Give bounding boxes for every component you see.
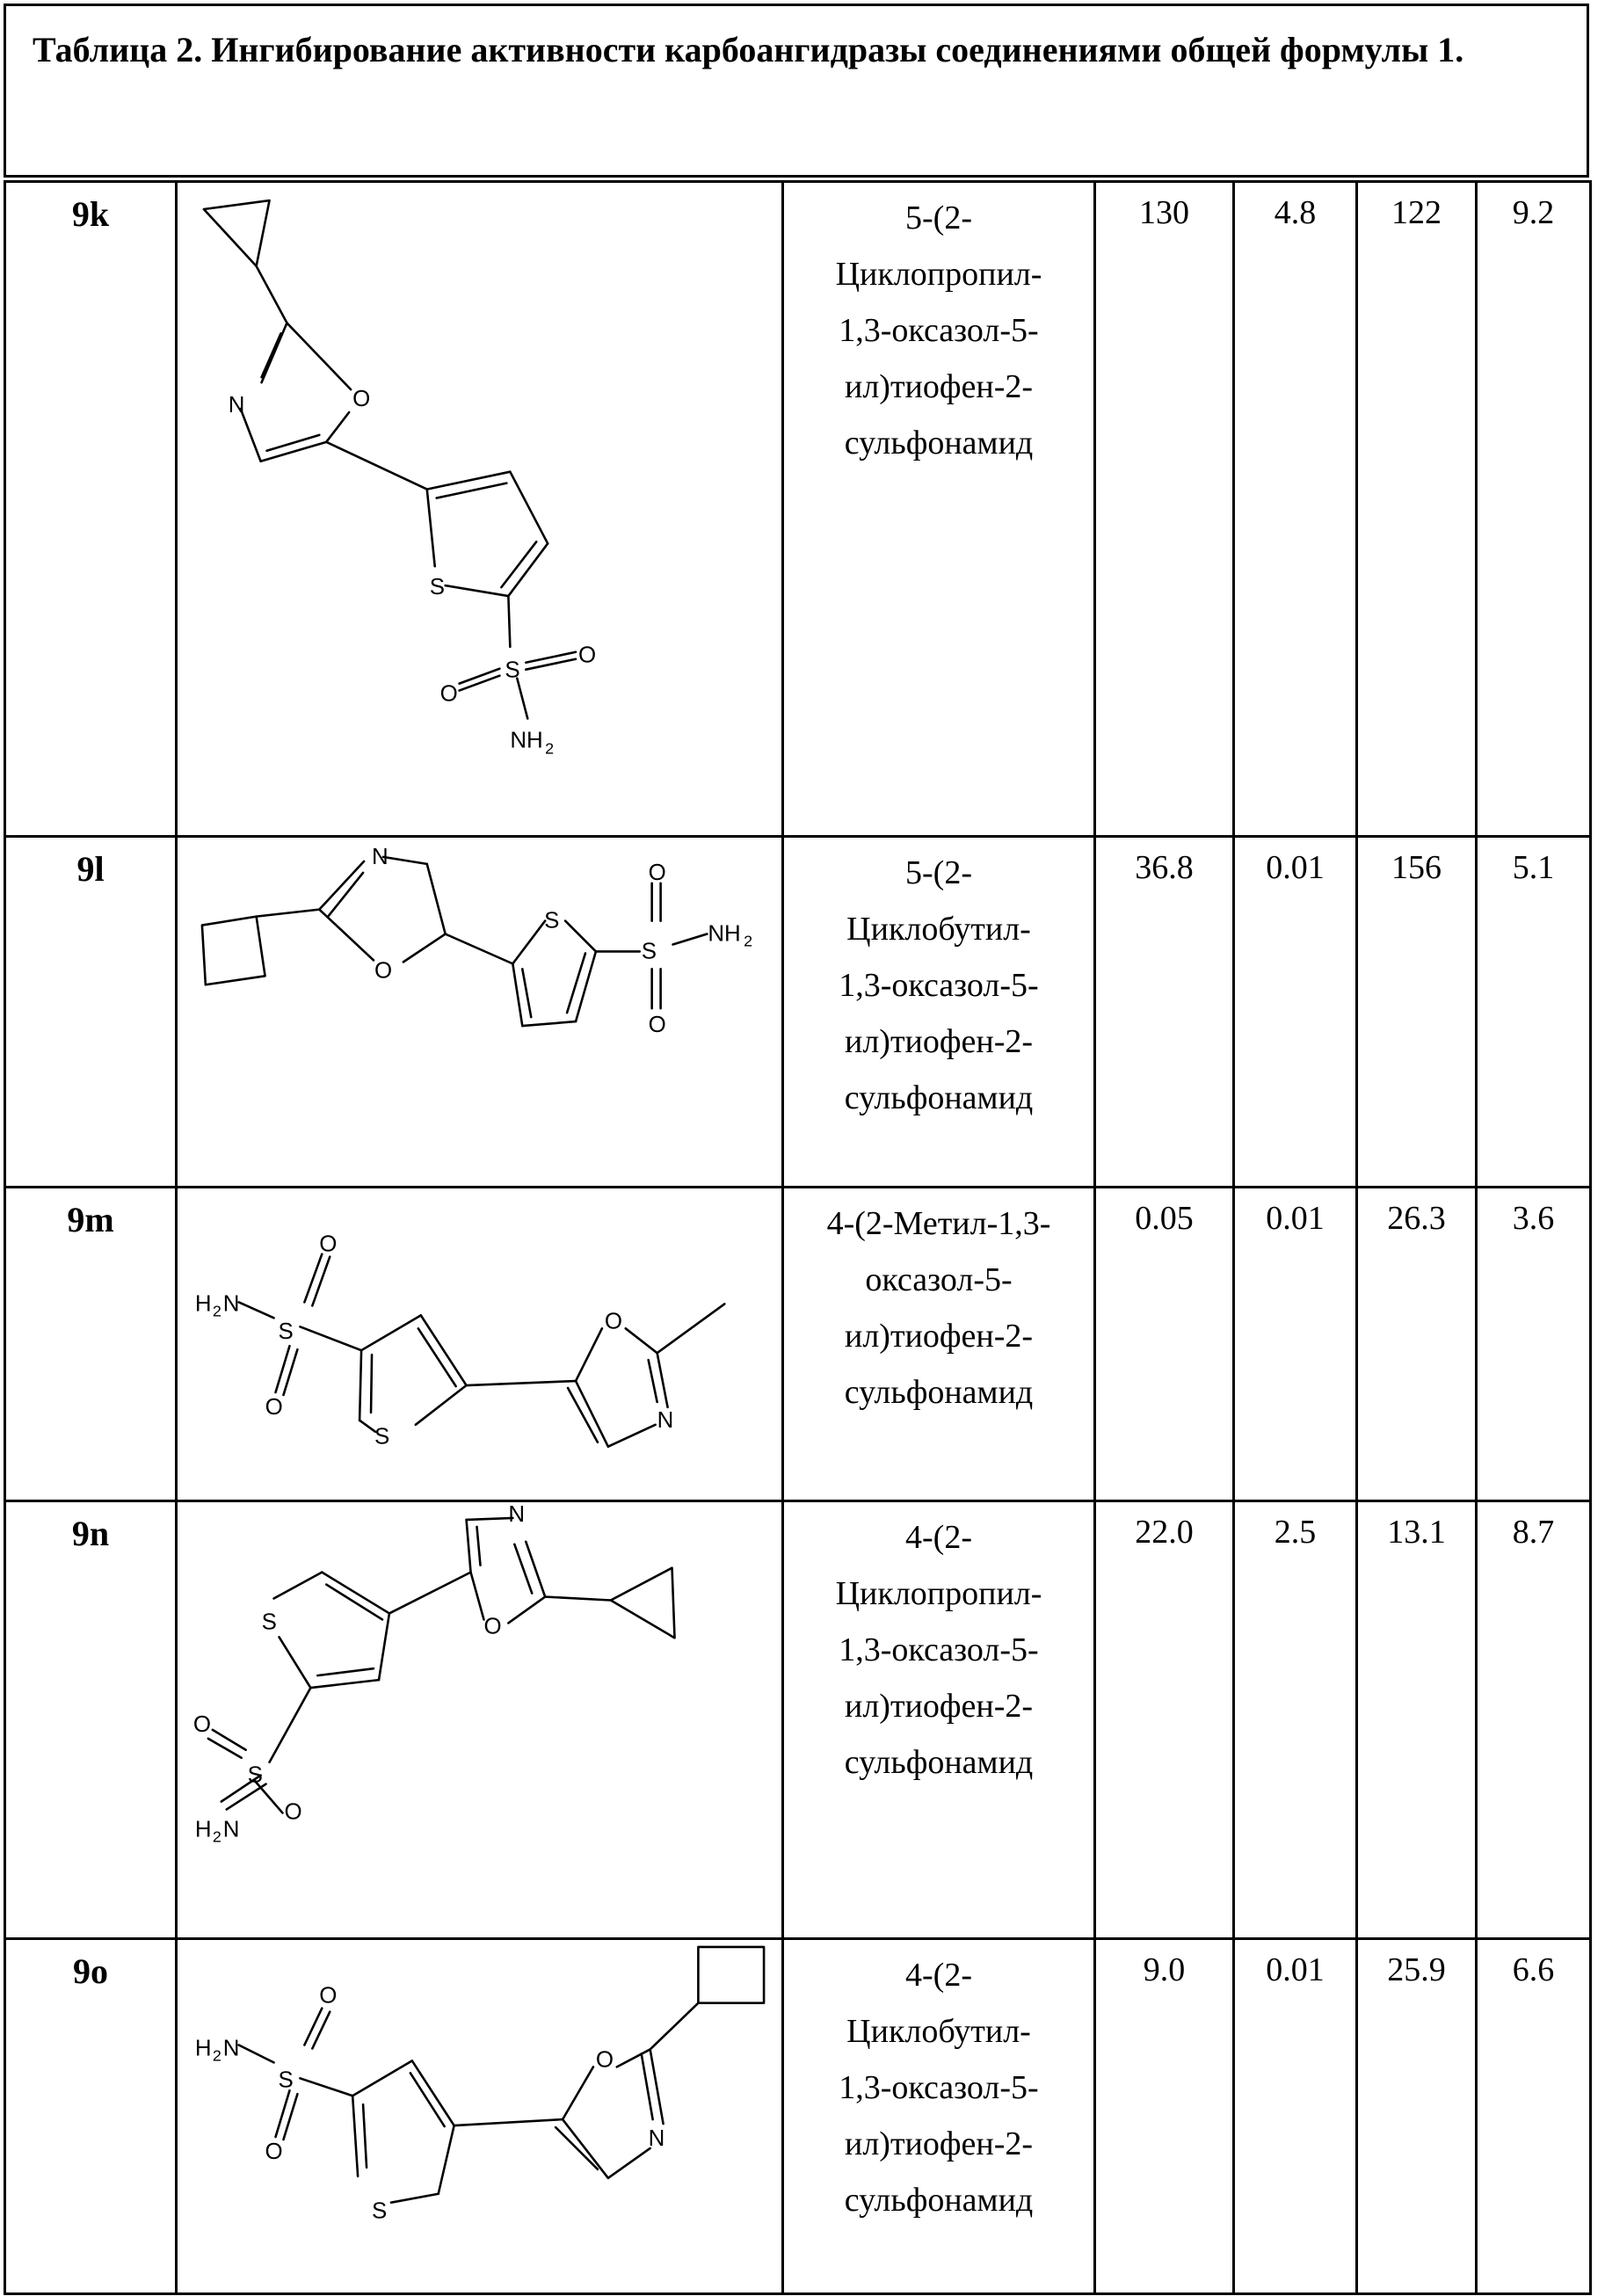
atom-label: O	[578, 643, 597, 668]
atom-label: O	[595, 2046, 614, 2072]
compound-name-line: сульфонамид	[844, 1079, 1034, 1116]
structure-cell	[177, 837, 783, 1188]
bond-line	[576, 951, 596, 1021]
atom-label: S	[374, 1424, 390, 1450]
bond-line	[379, 1613, 389, 1680]
atom-label: O	[604, 1309, 623, 1334]
structure-9n	[178, 1502, 781, 1937]
atom-label: N	[222, 1291, 240, 1317]
compound-id: 9k	[5, 182, 177, 837]
bond-line	[416, 1385, 467, 1425]
bond-line	[446, 585, 509, 596]
structure-cell	[177, 1188, 783, 1500]
value-cell: 13.1	[1357, 1500, 1477, 1938]
value-cell: 36.8	[1095, 837, 1234, 1188]
bond-line	[257, 266, 287, 323]
value-cell: 6.6	[1477, 1938, 1591, 2293]
compound-name-line: сульфонамид	[844, 1374, 1034, 1412]
value-cell: 0.05	[1095, 1188, 1234, 1500]
value-cell: 122	[1357, 182, 1477, 837]
bond-line	[522, 1021, 576, 1026]
compound-name	[783, 1938, 1095, 2293]
compound-id: 9m	[5, 1188, 177, 1500]
bond-line	[467, 1381, 576, 1385]
bond-line	[280, 1637, 311, 1688]
bond-line	[556, 2127, 598, 2169]
structure-cell	[177, 1938, 783, 2293]
bond-line	[317, 1668, 374, 1675]
compound-name-line: 1,3-оксазол-5-	[839, 2068, 1039, 2106]
table-row	[5, 182, 1591, 837]
bond-line	[608, 2148, 650, 2178]
bond-line	[213, 1730, 246, 1750]
compound-name-line: 4-(2-Метил-1,3-	[826, 1205, 1051, 1243]
bond-line	[427, 490, 435, 567]
compound-id: 9l	[5, 837, 177, 1188]
bond-line	[611, 1567, 675, 1638]
atom-label: NH	[510, 728, 543, 753]
bond-line	[322, 1572, 389, 1613]
bond-line	[361, 1316, 421, 1351]
bond-line	[239, 1303, 274, 1319]
bond-line	[460, 669, 500, 684]
bond-line	[208, 1739, 242, 1758]
bond-line	[304, 2008, 322, 2045]
compound-name-line: сульфонамид	[844, 425, 1034, 461]
bond-line	[262, 323, 287, 382]
atom-label: 2	[744, 932, 753, 950]
bond-line	[427, 472, 511, 490]
bond-line	[642, 2053, 653, 2119]
atom-label: O	[192, 1711, 212, 1737]
atom-label: O	[483, 1614, 502, 1639]
bond-line	[563, 2119, 608, 2178]
compound-id: 9o	[5, 1938, 177, 2293]
atom-label: NH	[708, 921, 741, 947]
bond-line	[371, 1355, 372, 1413]
bond-line	[508, 596, 510, 647]
atom-label: O	[352, 387, 371, 412]
atom-label: O	[648, 860, 666, 885]
value-cell: 0.01	[1234, 1188, 1357, 1500]
atom-label: 2	[212, 2045, 222, 2064]
bond-line	[352, 2096, 358, 2176]
bond-line	[427, 864, 446, 934]
compound-name-line: Циклопропил-	[835, 1574, 1042, 1612]
bond-line	[359, 1350, 361, 1420]
bond-line	[270, 1688, 311, 1762]
bond-line	[626, 1329, 657, 1354]
atom-label: H	[194, 2035, 212, 2060]
bond-line	[267, 435, 320, 451]
bond-line	[319, 910, 374, 961]
table-row	[5, 1938, 1591, 2293]
value-cell: 3.6	[1477, 1188, 1591, 1500]
atom-label: O	[648, 1013, 666, 1038]
inhibition-table	[4, 180, 1592, 2295]
atom-label: N	[648, 2125, 665, 2151]
compound-name-line: 4-(2-	[905, 1956, 972, 1994]
atom-label: O	[319, 1983, 338, 2009]
bond-line	[304, 1254, 322, 1303]
atom-label: O	[439, 681, 458, 707]
compound-name-line: 5-(2-	[905, 854, 972, 891]
bond-line	[287, 323, 351, 389]
bond-line	[471, 1572, 484, 1619]
structure-cell	[177, 1500, 783, 1938]
atom-label: H	[194, 1291, 212, 1317]
table-row	[5, 1500, 1591, 1938]
bond-line	[517, 679, 527, 719]
value-cell: 8.7	[1477, 1500, 1591, 1938]
atom-label: S	[247, 1762, 263, 1788]
table-caption: Таблица 2. Ингибирование активности карбоангидразы соединениями общей формулы 1.	[33, 30, 1464, 69]
value-cell: 5.1	[1477, 837, 1591, 1188]
atom-label: S	[429, 575, 446, 600]
bond-line	[439, 2125, 454, 2194]
compound-name-line: 4-(2-	[905, 1518, 972, 1556]
caption-box	[4, 4, 1589, 178]
compound-name	[783, 837, 1095, 1188]
compound-name-line: 1,3-оксазол-5-	[839, 1631, 1039, 1668]
bond-line	[657, 1353, 668, 1407]
bond-line	[617, 2049, 650, 2067]
value-cell: 2.5	[1234, 1500, 1357, 1938]
bond-line	[319, 861, 364, 910]
value-cell: 130	[1095, 182, 1234, 837]
value-cell: 4.8	[1234, 182, 1357, 837]
bond-line	[326, 412, 349, 442]
bond-line	[545, 1596, 611, 1600]
structure-9l	[178, 838, 781, 1186]
atom-label: N	[228, 392, 245, 418]
bond-line	[262, 333, 281, 377]
bond-line	[454, 2119, 563, 2125]
compound-name-line: 5-(2-	[905, 200, 972, 236]
compound-name-line: ил)тиофен-2-	[844, 368, 1034, 405]
value-cell: 25.9	[1357, 1938, 1477, 2293]
bond-line	[227, 1784, 266, 1809]
value-cell: 22.0	[1095, 1500, 1234, 1938]
bond-line	[359, 1420, 375, 1432]
compound-name-line: Циклобутил-	[846, 911, 1031, 948]
bond-line	[460, 676, 500, 691]
compound-name-line: 1,3-оксазол-5-	[839, 312, 1039, 349]
compound-name-line: ил)тиофен-2-	[844, 2125, 1034, 2162]
compound-name-line: сульфонамид	[844, 1743, 1034, 1781]
table-row	[5, 1188, 1591, 1500]
bond-line	[204, 200, 270, 266]
bond-line	[403, 934, 446, 963]
structure-9k	[178, 183, 781, 835]
atom-label: S	[544, 908, 560, 934]
bond-line	[567, 953, 585, 1013]
compound-name-line: Циклобутил-	[846, 2012, 1031, 2050]
bond-line	[649, 1360, 657, 1402]
atom-label: 2	[545, 739, 555, 758]
bond-line	[391, 2193, 439, 2202]
bond-line	[512, 921, 545, 964]
compound-name-line: сульфонамид	[844, 2181, 1034, 2219]
bond-line	[512, 963, 522, 1026]
bond-line	[608, 1425, 656, 1447]
atom-label: N	[657, 1408, 674, 1434]
bond-line	[565, 921, 596, 952]
compound-name	[783, 1500, 1095, 1938]
bond-line	[418, 1329, 456, 1387]
compound-id: 9n	[5, 1500, 177, 1938]
compound-name	[783, 182, 1095, 837]
atom-label: S	[278, 1319, 294, 1345]
structure-9o	[178, 1940, 781, 2292]
atom-label: S	[505, 658, 520, 683]
value-cell: 9.0	[1095, 1938, 1234, 2293]
atom-label: N	[222, 1817, 240, 1842]
bond-line	[363, 2104, 367, 2168]
bond-line	[202, 917, 265, 985]
bond-line	[510, 472, 548, 544]
bond-line	[657, 1304, 725, 1354]
value-cell: 156	[1357, 837, 1477, 1188]
bond-line	[412, 2060, 454, 2125]
bond-line	[650, 2002, 699, 2049]
atom-label: O	[284, 1799, 302, 1825]
bond-line	[673, 934, 708, 945]
bond-line	[261, 442, 327, 461]
bond-line	[508, 1596, 545, 1623]
value-cell: 0.01	[1234, 1938, 1357, 2293]
atom-label: 2	[212, 1302, 222, 1320]
bond-line	[257, 910, 320, 917]
bond-line	[310, 1680, 379, 1688]
value-cell: 26.3	[1357, 1188, 1477, 1500]
bond-line	[326, 1584, 382, 1619]
atom-label: S	[261, 1609, 277, 1635]
compound-name-line: ил)тиофен-2-	[844, 1023, 1034, 1060]
bond-line	[274, 1572, 323, 1598]
bond-line	[467, 1520, 471, 1573]
bond-line	[312, 1257, 330, 1306]
atom-label: N	[222, 2035, 240, 2060]
bond-line	[352, 2060, 412, 2096]
atom-label: S	[372, 2198, 388, 2224]
bond-line	[576, 1381, 608, 1447]
bond-line	[383, 857, 427, 864]
structure-cell	[177, 182, 783, 837]
atom-label: 2	[212, 1827, 222, 1846]
bond-line	[446, 934, 513, 964]
value-cell: 0.01	[1234, 837, 1357, 1188]
compound-name-line: ил)тиофен-2-	[844, 1318, 1034, 1355]
bond-line	[300, 1327, 361, 1351]
value-cell: 9.2	[1477, 182, 1591, 837]
bond-line	[698, 1947, 764, 2003]
bond-line	[522, 969, 531, 1017]
bond-line	[300, 2078, 352, 2096]
bond-line	[526, 1542, 545, 1597]
atom-label: O	[265, 1395, 283, 1420]
compound-name-line: 1,3-оксазол-5-	[839, 967, 1039, 1004]
bond-line	[563, 2067, 593, 2119]
bond-line	[326, 442, 427, 490]
bond-line	[477, 1527, 481, 1566]
compound-name-line: оксазол-5-	[865, 1261, 1013, 1299]
bond-line	[239, 2045, 274, 2062]
bond-line	[410, 2073, 445, 2126]
atom-label: N	[372, 844, 389, 869]
atom-label: O	[319, 1232, 338, 1257]
atom-label: N	[508, 1501, 526, 1527]
compound-name-line: Циклопропил-	[835, 256, 1042, 293]
atom-label: O	[265, 2139, 283, 2164]
atom-label: H	[194, 1817, 212, 1842]
compound-name	[783, 1188, 1095, 1500]
bond-line	[576, 1329, 602, 1382]
compound-name-line: ил)тиофен-2-	[844, 1687, 1034, 1725]
structure-9m	[178, 1188, 781, 1499]
atom-label: S	[641, 939, 657, 964]
atom-label: O	[374, 958, 393, 984]
bond-line	[389, 1572, 471, 1613]
bond-line	[312, 2011, 330, 2048]
table-row	[5, 837, 1591, 1188]
bond-line	[467, 1518, 513, 1520]
atom-label: S	[278, 2067, 294, 2092]
bond-line	[421, 1316, 467, 1386]
